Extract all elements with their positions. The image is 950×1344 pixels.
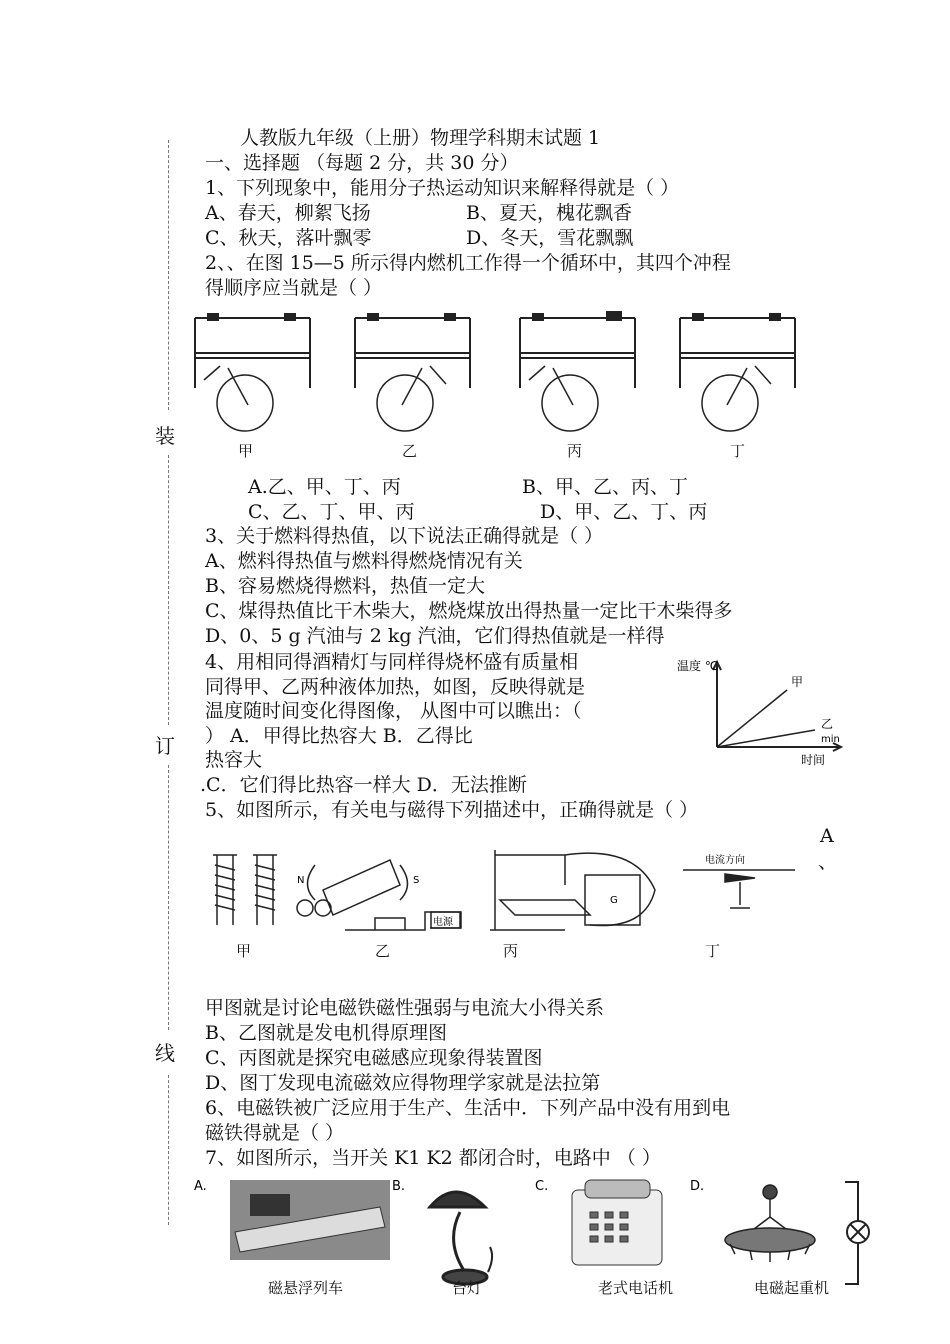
q4-line-5: 热容大 [205,749,263,771]
graph-ylabel: 温度 ℃ [677,659,719,673]
q1-option-d: D、冬天，雪花飘飘 [466,227,634,249]
binding-ding: 订 [155,734,175,758]
binding-zhuang: 装 [155,424,175,448]
q6-caption-d: 电磁起重机 [754,1279,830,1297]
q2-option-b: B、甲、乙、丙、丁 [522,476,688,498]
q1-option-c: C、秋天，落叶飘零 [205,227,372,249]
q2-figure-label-jia: 甲 [238,442,254,460]
binding-line-top [168,140,169,410]
engine-cylinder-jia [195,314,310,431]
q4-line-4: ） A．甲得比热容大 B．乙得比 [205,725,473,747]
binding-line-bottom [168,1075,169,1225]
binding-xian: 线 [155,1041,175,1065]
engine-cylinder-bing [520,312,635,431]
fig-jia-electromagnets [213,855,277,925]
fig-bing-apparatus [490,850,655,930]
maglev-train-image [230,1180,390,1260]
fig-text-n: N [297,875,305,886]
q5-figure-label-jia: 甲 [236,942,252,960]
q6-stem-2: 磁铁得就是（ ） [205,1122,345,1144]
q2-stem-1: 2、、在图 15—5 所示得内燃机工作得一个循环中，其四个冲程 [205,252,731,274]
q6-stem-1: 6、电磁铁被广泛应用于生产、生活中．下列产品中没有用到电 [205,1097,731,1119]
q4-line-2: 同得甲、乙两种液体加热，如图，反映得就是 [205,676,586,698]
old-telephone-image [572,1180,662,1265]
q6-letter-d: D. [690,1179,705,1194]
q5-stem: 5、如图所示，有关电与磁得下列描述中，正确得就是（ ） [205,799,699,821]
engine-cylinder-ding [680,314,795,431]
q6-letter-a: A. [194,1179,207,1194]
q5-option-b: B、乙图就是发电机得原理图 [205,1022,447,1044]
q5-figure-label-yi: 乙 [375,942,391,960]
graph-xlabel: 时间 [801,753,826,767]
q2-figure-label-ding: 丁 [730,442,746,460]
q6-caption-c: 老式电话机 [598,1279,674,1297]
q5-side-comma: 、 [818,851,838,873]
q3-option-c: C、煤得热值比干木柴大，燃烧煤放出得热量一定比干木柴得多 [205,600,733,622]
fig-text-power: 电源 [433,917,453,928]
q5-figure-label-bing: 丙 [503,942,519,960]
engine-cycle-figure [190,308,820,458]
temperature-time-graph [675,652,850,767]
fig-ding-oersted [683,870,795,908]
q1-option-b: B、夏天，槐花飘香 [466,202,632,224]
q6-letter-b: B. [392,1179,406,1194]
section-heading: 一、选择题 （每题 2 分，共 30 分） [205,152,519,174]
q5-option-d: D、图丁发现电流磁效应得物理学家就是法拉第 [205,1072,601,1094]
binding-line-mid [168,455,169,725]
q5-side-a: A [820,825,834,847]
binding-line-low [168,765,169,1030]
q3-option-a: A、燃料得热值与燃料得燃烧情况有关 [205,550,523,572]
q2-figure-label-bing: 丙 [567,442,583,460]
q2-option-d: D、甲、乙、丁、丙 [540,501,708,523]
q7-stem: 7、如图所示，当开关 K1 K2 都闭合时，电路中 （ ） [205,1147,661,1169]
q4-line-3: 温度随时间变化得图像， 从图中可以瞧出：（ [205,700,582,722]
engine-cylinder-yi [355,314,470,431]
q4-line-1: 4、用相同得酒精灯与同样得烧杯盛有质量相 [205,651,579,673]
q5-figure-label-ding: 丁 [705,942,721,960]
graph-unit: min [821,734,840,745]
q2-option-a: A.乙、甲、丁、丙 [248,476,401,498]
graph-series-jia: 甲 [791,675,804,689]
electromagnetic-crane-image [725,1185,815,1262]
page-title: 人教版九年级（上册）物理学科期末试题 1 [240,127,601,149]
q5-option-a: 甲图就是讨论电磁铁磁性强弱与电流大小得关系 [205,997,605,1019]
q1-stem: 1、下列现象中，能用分子热运动知识来解释得就是（ ） [205,177,680,199]
circuit-lamp-fragment [845,1182,869,1284]
q3-option-b: B、容易燃烧得燃料，热值一定大 [205,575,485,597]
q2-option-c: C、乙、丁、甲、丙 [248,501,415,523]
q2-stem-2: 得顺序应当就是（ ） [205,277,383,299]
q6-caption-b: 台灯 [452,1279,483,1297]
q2-figure-label-yi: 乙 [402,442,418,460]
q1-option-a: A、春天，柳絮飞扬 [205,202,371,224]
fig-text-g: G [610,895,618,906]
q3-stem: 3、关于燃料得热值，以下说法正确得就是（ ） [205,525,604,547]
q4-line-6: .C．它们得比热容一样大 D．无法推断 [200,774,527,796]
q6-letter-c: C. [535,1179,549,1194]
electromagnetism-figure [205,830,805,940]
fig-text-current: 电流方向 [705,855,745,866]
q3-option-d: D、0、5 g 汽油与 2 kg 汽油，它们得热值就是一样得 [205,625,665,647]
graph-series-yi: 乙 [821,717,834,731]
desk-lamp-image [430,1192,492,1284]
q5-option-c: C、丙图就是探究电磁感应现象得装置图 [205,1047,543,1069]
q6-caption-a: 磁悬浮列车 [268,1279,344,1297]
fig-text-s: S [413,875,420,886]
